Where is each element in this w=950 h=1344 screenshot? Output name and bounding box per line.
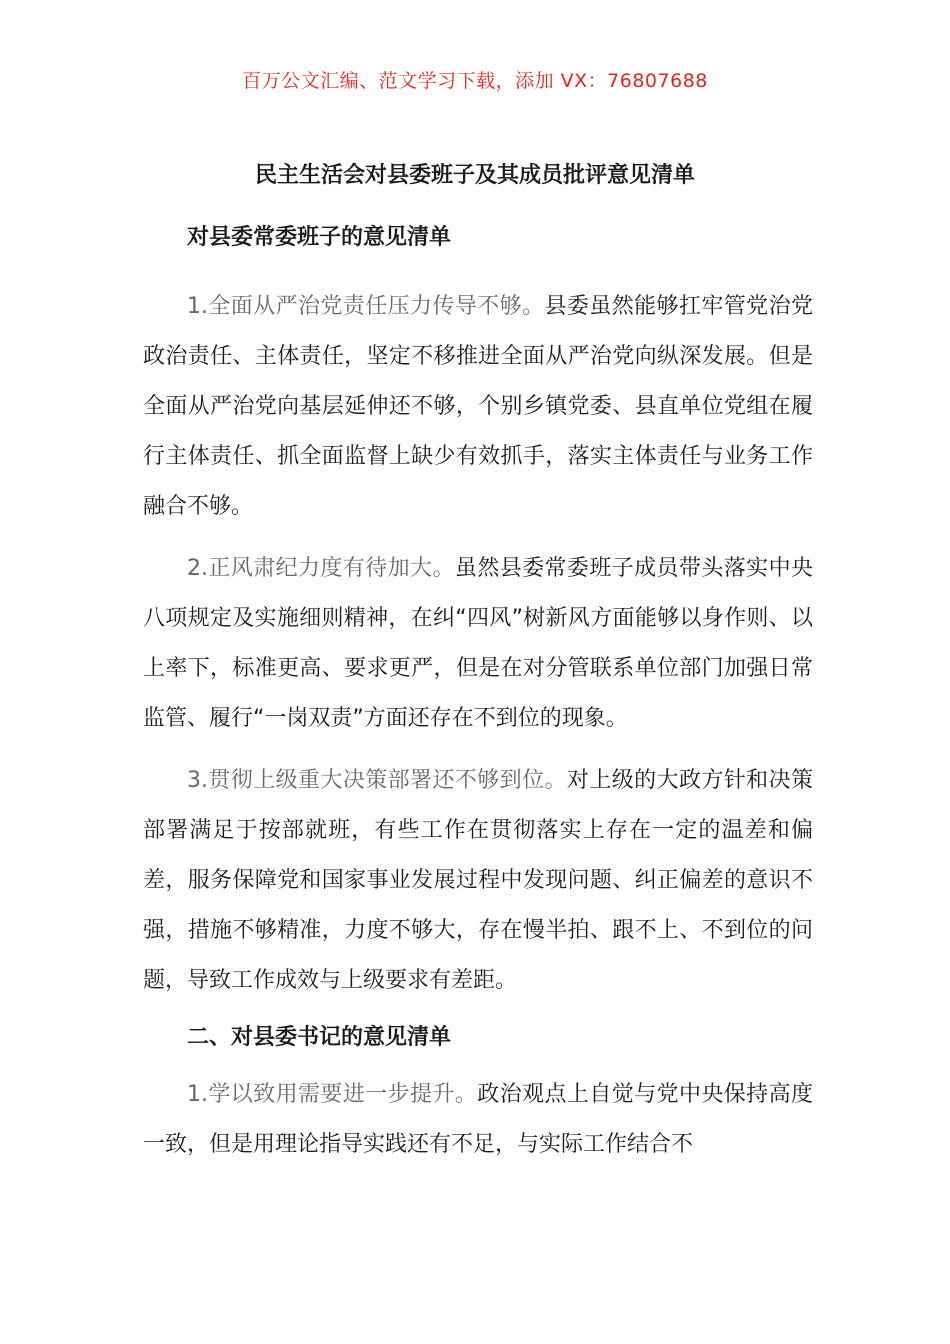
paragraph <box>143 282 813 532</box>
paragraph <box>143 544 813 744</box>
paragraph-lead: 3.贯彻上级重大决策部署还不够到位。 <box>187 768 567 793</box>
paragraph-lead: 2.正风肃纪力度有待加大。 <box>187 556 455 581</box>
paragraph <box>143 756 813 1006</box>
document-body <box>143 218 813 1170</box>
paragraph-lead: 1.全面从严治党责任压力传导不够。 <box>187 294 545 319</box>
paragraph-lead: 1.学以致用需要进一步提升。 <box>187 1082 478 1107</box>
section-heading-secretary: 二、对县委书记的意见清单 <box>187 1025 452 1050</box>
header-banner: 百万公文汇编、范文学习下载，添加 VX：76807688 <box>242 70 708 92</box>
paragraph-body: 虽然县委常委班子成员带头落实中央八项规定及实施细则精神，在纠“四风”树新风方面能够以身作则、以上率下，标准更高、要求更严，但是在对分管联系单位部门加强日常监管、履行“一岗双责”方面还存在不到位的现象。 <box>143 556 813 731</box>
paragraph <box>143 1070 813 1170</box>
paragraph-body: 政治观点上自觉与党中央保持高度一致，但是用理论指导实践还有不足，与实际工作结合不 <box>143 1082 813 1157</box>
paragraph-body: 县委虽然能够扛牢管党治党政治责任、主体责任，坚定不移推进全面从严治党向纵深发展。但是全面从严治党向基层延伸还不够，个别乡镇党委、县直单位党组在履行主体责任、抓全面监督上缺少有效抓手，落实主体责任与业务工作融合不够。 <box>143 294 813 519</box>
document-title: 民主生活会对县委班子及其成员批评意见清单 <box>254 163 695 188</box>
section-heading-standing-committee: 对县委常委班子的意见清单 <box>187 225 452 250</box>
paragraph-body: 对上级的大政方针和决策部署满足于按部就班，有些工作在贯彻落实上存在一定的温差和偏差，服务保障党和国家事业发展过程中发现问题、纠正偏差的意识不强，措施不够精准，力度不够大，存在慢半拍、跟不上、不到位的问题，导致工作成效与上级要求有差距。 <box>143 768 813 993</box>
